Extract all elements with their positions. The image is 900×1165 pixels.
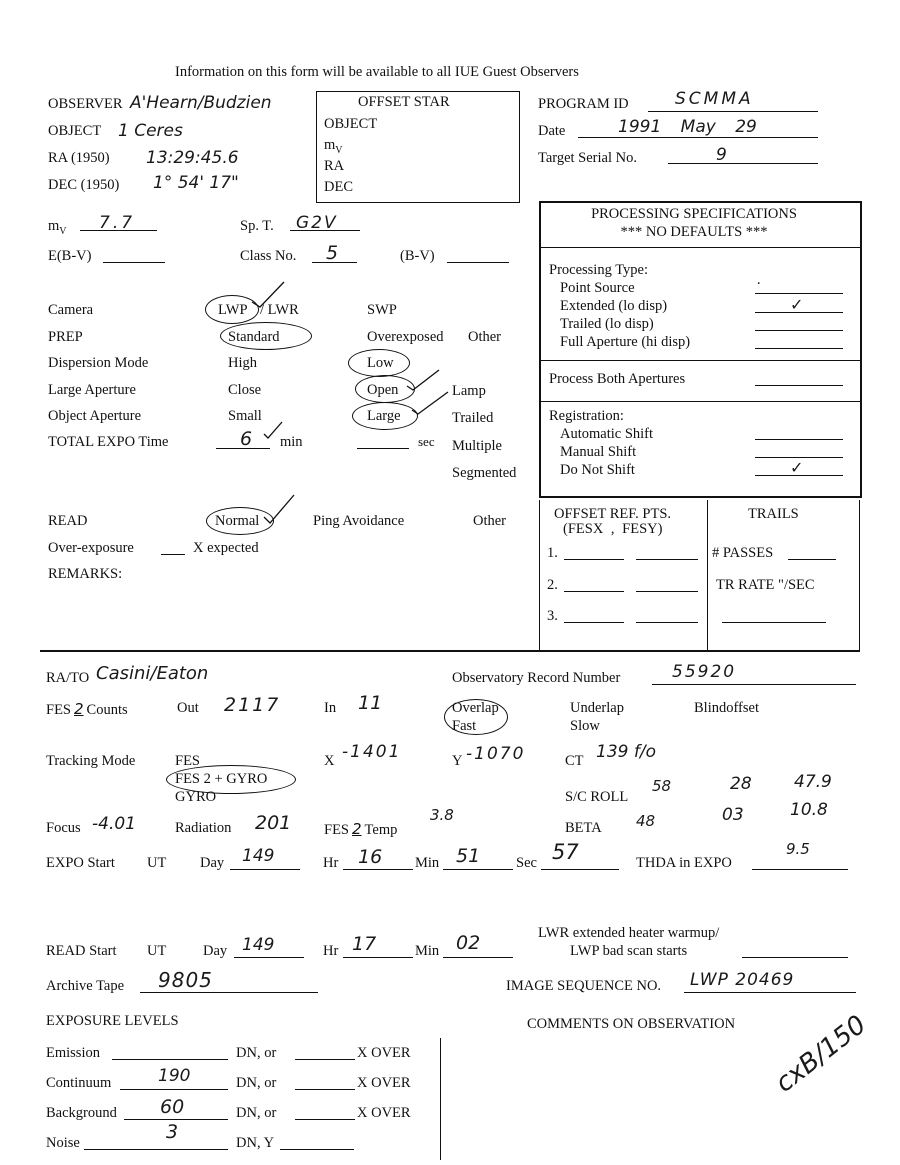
proc-type-1: Extended (lo disp) xyxy=(560,298,668,314)
background-over: X OVER xyxy=(357,1105,411,1121)
lwr-note-1: LWR extended heater warmup/ xyxy=(538,925,720,941)
standard-circle xyxy=(220,322,312,350)
underlap-label[interactable]: Underlap xyxy=(570,700,624,716)
object-ap-large[interactable]: Large xyxy=(367,408,401,424)
emission-over: X OVER xyxy=(357,1045,411,1061)
trails-title: TRAILS xyxy=(748,506,799,522)
proc-type-line-0[interactable] xyxy=(755,293,843,294)
emission-suffix: DN, or xyxy=(236,1045,277,1061)
beta-label: BETA xyxy=(565,820,602,836)
large-ap-lamp[interactable]: Lamp xyxy=(452,383,486,399)
reg-0: Automatic Shift xyxy=(560,426,654,442)
proc-type-2: Trailed (lo disp) xyxy=(560,316,654,332)
sc-roll-label: S/C ROLL xyxy=(565,789,629,805)
expo-second-line xyxy=(541,869,619,870)
expo-day-line xyxy=(230,869,300,870)
focus-label: Focus xyxy=(46,820,81,836)
processing-divider-3 xyxy=(540,401,860,402)
read-other[interactable]: Other xyxy=(473,513,507,529)
offset-row-1: 1. xyxy=(547,545,558,561)
mv-label: $m_V$ xyxy=(48,218,67,237)
mv-value[interactable]: 7.7 xyxy=(99,213,136,233)
thda-value[interactable]: 9.5 xyxy=(786,840,810,858)
prep-label: PREP xyxy=(48,329,83,345)
offset-3x-line[interactable] xyxy=(564,622,624,623)
radiation-label: Radiation xyxy=(175,820,232,836)
continuum-value[interactable]: 190 xyxy=(158,1066,191,1086)
trails-rate: TR RATE "/SEC xyxy=(716,577,815,593)
sc-roll-1[interactable]: 58 xyxy=(652,777,672,795)
comments-title: COMMENTS ON OBSERVATION xyxy=(527,1016,736,1032)
focus-value[interactable]: -4.01 xyxy=(92,814,136,834)
expo-sec-line xyxy=(357,448,409,449)
noise-line[interactable] xyxy=(84,1149,228,1150)
background-over-line[interactable] xyxy=(295,1119,355,1120)
continuum-over: X OVER xyxy=(357,1075,411,1091)
read-hr-label: Hr xyxy=(323,943,339,959)
processing-subtitle: *** NO DEFAULTS *** xyxy=(620,224,768,240)
offset-ref-cols: (FESX , FESY) xyxy=(563,521,663,537)
expo-hr-label: Hr xyxy=(323,855,339,871)
offset-star-title: OFFSET STAR xyxy=(358,94,450,110)
comments-initials[interactable]: cxB/150 xyxy=(770,1009,872,1099)
form-notice: Information on this form will be available to all IUE Guest Observers xyxy=(175,64,579,80)
noise-value[interactable]: 3 xyxy=(166,1121,179,1143)
beta-3[interactable]: 10.8 xyxy=(790,800,828,820)
y-value[interactable]: -1070 xyxy=(466,744,526,764)
fes-temp-value[interactable]: 3.8 xyxy=(430,806,454,824)
object-aperture-label: Object Aperture xyxy=(48,408,142,424)
expo-sec-label: Sec xyxy=(516,855,537,871)
read-start-label: READ Start xyxy=(46,943,117,959)
date-label: Date xyxy=(538,123,566,139)
trails-passes: # PASSES xyxy=(712,545,774,561)
archive-line xyxy=(140,992,318,993)
large-ap-open[interactable]: Open xyxy=(367,382,399,398)
overlap-label[interactable]: Overlap xyxy=(452,700,499,716)
read-start-ut: UT xyxy=(147,943,167,959)
large-aperture-label: Large Aperture xyxy=(48,382,136,398)
emission-line[interactable] xyxy=(112,1059,228,1060)
sc-roll-3[interactable]: 47.9 xyxy=(794,772,832,792)
x-label: X xyxy=(324,753,335,769)
read-normal[interactable]: Normal xyxy=(215,513,260,529)
archive-value[interactable]: 9805 xyxy=(158,968,213,992)
ra-label: RA (1950) xyxy=(48,150,110,166)
emission-over-line[interactable] xyxy=(295,1059,355,1060)
expo-minute-line xyxy=(443,869,513,870)
expo-day-label: Day xyxy=(200,855,225,871)
continuum-label: Continuum xyxy=(46,1075,112,1091)
tracking-fes-gyro[interactable]: FES 2 + GYRO xyxy=(175,771,268,787)
offset-row-2: 2. xyxy=(547,577,558,593)
obs-record-line xyxy=(652,684,856,685)
exposure-levels-title: EXPOSURE LEVELS xyxy=(46,1013,179,1029)
read-day-value[interactable]: 149 xyxy=(242,935,275,955)
thda-line xyxy=(752,869,848,870)
over-exposure-label: Over-exposure xyxy=(48,540,134,556)
noise-label: Noise xyxy=(46,1135,80,1151)
camera-swp[interactable]: SWP xyxy=(367,302,397,318)
program-id-value[interactable]: SCMMA xyxy=(675,89,754,109)
x-expected: X expected xyxy=(193,540,259,556)
prep-overexposed[interactable]: Overexposed xyxy=(367,329,444,345)
large-ap-close[interactable]: Close xyxy=(228,382,262,398)
background-value[interactable]: 60 xyxy=(160,1096,185,1118)
dispersion-label: Dispersion Mode xyxy=(48,355,149,371)
beta-1[interactable]: 48 xyxy=(636,812,656,830)
reg-mark-2: ✓ xyxy=(790,458,804,477)
radiation-value[interactable]: 201 xyxy=(255,812,292,834)
read-day-label: Day xyxy=(203,943,228,959)
large-check-icon xyxy=(410,390,450,418)
offset-2y-line[interactable] xyxy=(636,591,698,592)
offset-star-object: OBJECT xyxy=(324,116,378,132)
fast-label[interactable]: Fast xyxy=(452,718,477,734)
process-both-line[interactable] xyxy=(755,385,843,386)
object-ap-trailed[interactable]: Trailed xyxy=(452,410,494,426)
image-seq-label: IMAGE SEQUENCE NO. xyxy=(506,978,662,994)
processing-type-label: Processing Type: xyxy=(549,262,649,278)
expo-second-value[interactable]: 57 xyxy=(552,840,579,864)
sptype-value[interactable]: G2V xyxy=(296,213,338,233)
ra-value[interactable]: 13:29:45.6 xyxy=(146,148,239,168)
expo-min-label: Min xyxy=(415,855,440,871)
offset-star-dec: DEC xyxy=(324,179,353,195)
read-min-value[interactable]: 02 xyxy=(456,932,481,954)
image-seq-line xyxy=(684,992,856,993)
expo-hr-line xyxy=(343,869,413,870)
reg-2: Do Not Shift xyxy=(560,462,635,478)
ct-label: CT xyxy=(565,753,584,769)
serial-label: Target Serial No. xyxy=(538,150,637,166)
expo-minute-value[interactable]: 51 xyxy=(456,845,481,867)
rato-value[interactable]: Casini/Eaton xyxy=(96,663,209,684)
reg-line-0[interactable] xyxy=(755,439,843,440)
continuum-suffix: DN, or xyxy=(236,1075,277,1091)
large-circle xyxy=(352,402,418,430)
dec-label: DEC (1950) xyxy=(48,177,120,193)
normal-check-icon xyxy=(262,493,296,525)
fes-temp-label: FES 2 Temp xyxy=(324,820,398,838)
object-label: OBJECT xyxy=(48,123,102,139)
in-value[interactable]: 11 xyxy=(358,692,383,714)
archive-label: Archive Tape xyxy=(46,978,125,994)
emission-label: Emission xyxy=(46,1045,100,1061)
expo-min-value[interactable]: 6 xyxy=(240,428,253,450)
beta-2[interactable]: 03 xyxy=(722,805,744,825)
proc-type-line-3[interactable] xyxy=(755,348,843,349)
reg-1: Manual Shift xyxy=(560,444,637,460)
camera-lwr[interactable]: / LWR xyxy=(260,302,299,318)
out-label: Out xyxy=(177,700,199,716)
noise-suffix: DN, Y xyxy=(236,1135,275,1151)
dispersion-low[interactable]: Low xyxy=(367,355,394,371)
image-seq-value[interactable]: LWP 20469 xyxy=(690,970,795,990)
prep-other[interactable]: Other xyxy=(468,329,502,345)
background-suffix: DN, or xyxy=(236,1105,277,1121)
expo-sec-unit: sec xyxy=(418,434,435,449)
thda-label: THDA in EXPO xyxy=(636,855,732,871)
proc-mark-0: . xyxy=(757,272,762,288)
observer-label: OBSERVER xyxy=(48,96,123,112)
remarks-label: REMARKS: xyxy=(48,566,123,582)
trails-passes-line[interactable] xyxy=(788,559,836,560)
proc-type-line-2[interactable] xyxy=(755,330,843,331)
registration-label: Registration: xyxy=(549,408,624,424)
camera-lwp[interactable]: LWP xyxy=(218,302,248,318)
date-line xyxy=(578,137,818,138)
class-value[interactable]: 5 xyxy=(326,242,339,264)
y-label: Y xyxy=(452,753,463,769)
proc-type-0: Point Source xyxy=(560,280,635,296)
offset-trails-divider xyxy=(707,500,708,650)
offset-1y-line[interactable] xyxy=(636,559,698,560)
program-id-line xyxy=(648,111,818,112)
processing-divider-2 xyxy=(540,360,860,361)
offset-star-mv: $m_V$ xyxy=(324,137,343,156)
lwr-note-line[interactable] xyxy=(742,957,848,958)
object-ap-small[interactable]: Small xyxy=(228,408,262,424)
expo-hr-value[interactable]: 16 xyxy=(358,846,383,868)
blindoffset-label[interactable]: Blindoffset xyxy=(694,700,759,716)
object-value[interactable]: 1 Ceres xyxy=(118,121,183,141)
comments-divider xyxy=(440,1038,441,1160)
tracking-label: Tracking Mode xyxy=(46,753,136,769)
section-separator xyxy=(40,650,860,652)
expo-segmented[interactable]: Segmented xyxy=(452,465,517,481)
read-hr-line xyxy=(343,957,413,958)
serial-value[interactable]: 9 xyxy=(716,145,727,165)
offset-star-ra: RA xyxy=(324,158,345,174)
read-min-label: Min xyxy=(415,943,440,959)
program-id-label: PROGRAM ID xyxy=(538,96,629,112)
obs-record-value[interactable]: 55920 xyxy=(672,662,737,682)
camera-label: Camera xyxy=(48,302,94,318)
over-exposure-line[interactable] xyxy=(161,554,185,555)
expo-start-label: EXPO Start xyxy=(46,855,115,871)
read-day-line xyxy=(234,957,304,958)
continuum-over-line[interactable] xyxy=(295,1089,355,1090)
dispersion-high[interactable]: High xyxy=(228,355,257,371)
out-value[interactable]: 2117 xyxy=(224,694,281,716)
date-value[interactable]: 1991 May 29 xyxy=(618,117,757,137)
proc-type-3: Full Aperture (hi disp) xyxy=(560,334,691,350)
serial-line xyxy=(668,163,818,164)
noise-y-line[interactable] xyxy=(280,1149,354,1150)
expo-start-ut: UT xyxy=(147,855,167,871)
prep-standard[interactable]: Standard xyxy=(228,329,280,345)
rato-label: RA/TO xyxy=(46,670,90,686)
observer-value[interactable]: A'Hearn/Budzien xyxy=(130,93,272,113)
expo-day-value[interactable]: 149 xyxy=(242,846,275,866)
processing-title: PROCESSING SPECIFICATIONS xyxy=(591,206,797,222)
dec-value[interactable]: 1° 54' 17" xyxy=(153,173,239,193)
read-hr-value[interactable]: 17 xyxy=(352,933,377,955)
background-label: Background xyxy=(46,1105,117,1121)
fast-circle xyxy=(444,699,508,735)
fes-counts-label: FES 2 Counts xyxy=(46,700,128,718)
read-label: READ xyxy=(48,513,88,529)
lwr-note-2: LWP bad scan starts xyxy=(570,943,688,959)
sc-roll-2[interactable]: 28 xyxy=(730,774,752,794)
read-ping[interactable]: Ping Avoidance xyxy=(313,513,405,529)
offset-3y-line[interactable] xyxy=(636,622,698,623)
obs-record-label: Observatory Record Number xyxy=(452,670,621,686)
slow-label[interactable]: Slow xyxy=(570,718,600,734)
proc-mark-1: ✓ xyxy=(790,295,804,314)
bv-label: (B-V) xyxy=(400,248,435,264)
background-line[interactable] xyxy=(124,1119,228,1120)
class-label: Class No. xyxy=(240,248,297,264)
sptype-label: Sp. T. xyxy=(240,218,274,234)
in-label: In xyxy=(324,700,337,716)
expo-min-unit: min xyxy=(280,434,303,450)
expo-multiple[interactable]: Multiple xyxy=(452,438,502,454)
read-min-line xyxy=(443,957,513,958)
total-expo-label: TOTAL EXPO Time xyxy=(48,434,169,450)
tracking-fes[interactable]: FES xyxy=(175,753,200,769)
tracking-gyro[interactable]: GYRO xyxy=(175,789,217,805)
offset-1x-line[interactable] xyxy=(564,559,624,560)
ebv-line xyxy=(103,262,165,263)
offset-row-3: 3. xyxy=(547,608,558,624)
process-both-label: Process Both Apertures xyxy=(549,371,686,387)
continuum-line[interactable] xyxy=(120,1089,228,1090)
ct-value[interactable]: 139 f/o xyxy=(596,742,656,762)
ebv-label: E(B-V) xyxy=(48,248,92,264)
offset-2x-line[interactable] xyxy=(564,591,624,592)
offset-ref-title: OFFSET REF. PTS. xyxy=(554,506,672,522)
trails-rate-line[interactable] xyxy=(722,622,826,623)
bv-line xyxy=(447,262,509,263)
processing-divider-1 xyxy=(540,247,860,248)
x-value[interactable]: -1401 xyxy=(342,742,402,762)
low-circle xyxy=(348,349,410,377)
